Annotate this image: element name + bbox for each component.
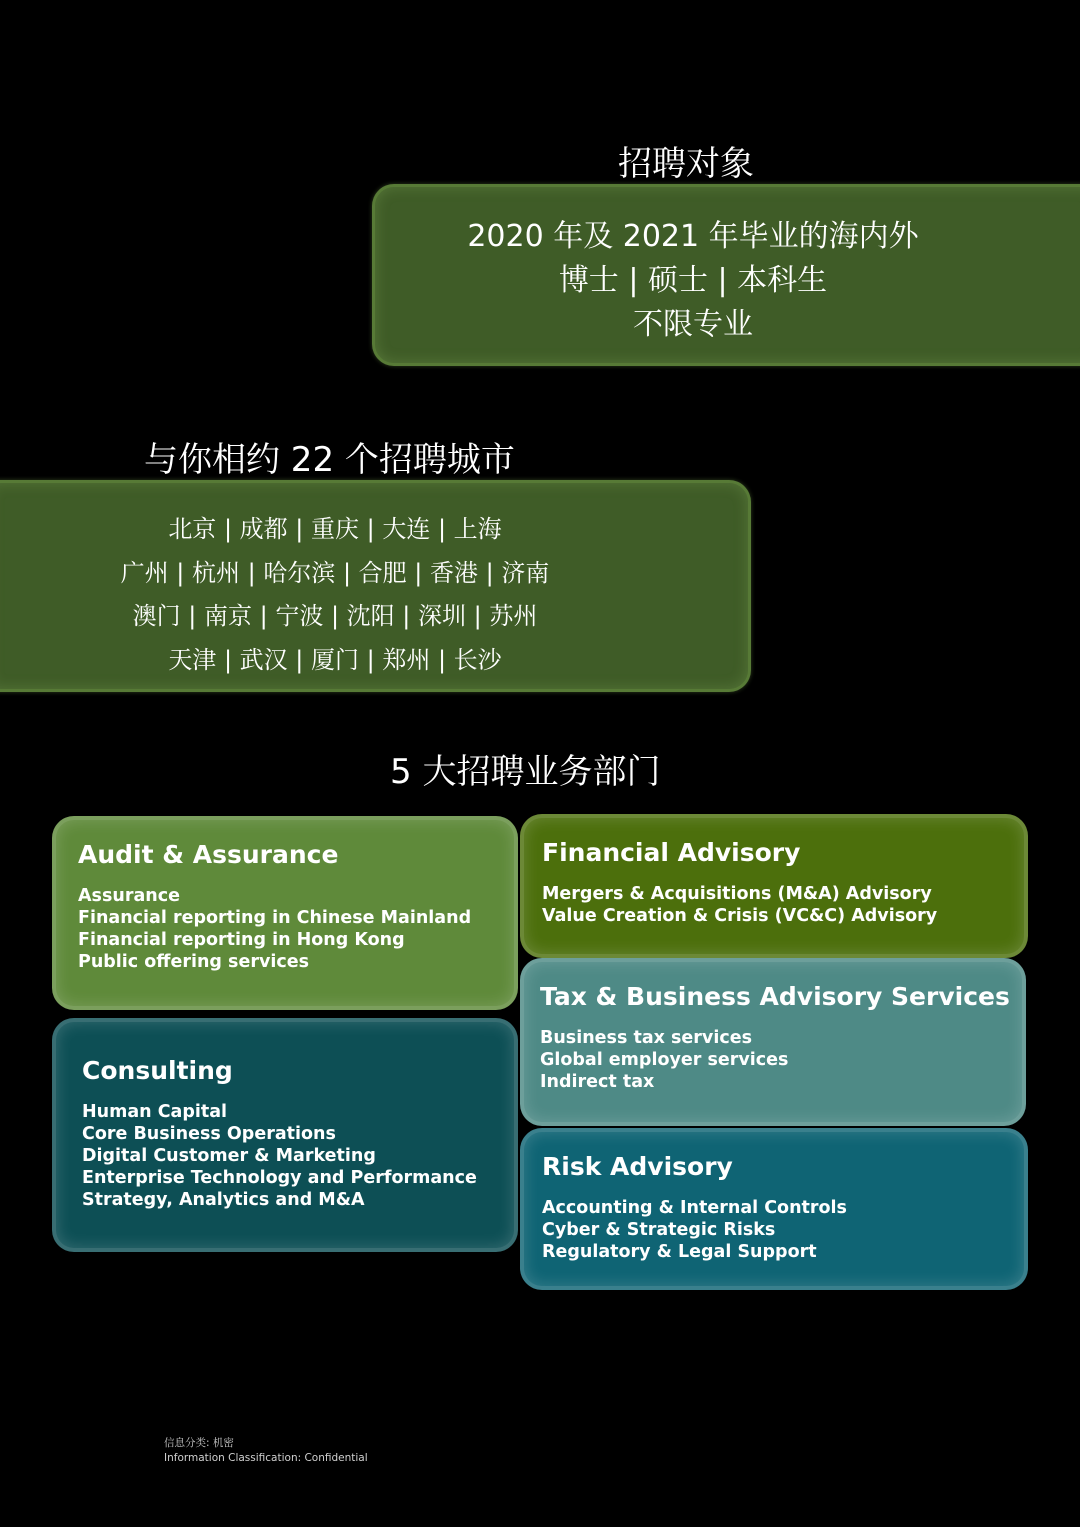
classification-zh: 信息分类: 机密 (164, 1437, 234, 1449)
dept-audit-item: Assurance (78, 886, 180, 906)
dept-consulting-item: Core Business Operations (82, 1124, 336, 1144)
dept-financial-items (542, 883, 1024, 927)
target-line-3: 不限专业 (633, 307, 753, 342)
target-heading: 招聘对象 (618, 144, 754, 184)
city-line-1: 北京 | 成都 | 重庆 | 大连 | 上海 (168, 515, 502, 543)
dept-tax-title: Tax & Business Advisory Services (540, 982, 1010, 1011)
classification-footer (164, 1436, 368, 1466)
city-line-3: 澳门 | 南京 | 宁波 | 沈阳 | 深圳 | 苏州 (132, 602, 538, 630)
departments-heading: 5 大招聘业务部门 (390, 752, 661, 792)
dept-tax-item: Indirect tax (540, 1072, 655, 1092)
classification-en: Information Classification: Confidential (164, 1452, 368, 1464)
dept-risk-item: Accounting & Internal Controls (542, 1198, 847, 1218)
dept-risk-item: Regulatory & Legal Support (542, 1242, 817, 1262)
dept-consulting-item: Digital Customer & Marketing (82, 1146, 376, 1166)
dept-risk-items (542, 1197, 1024, 1263)
dept-financial-title: Financial Advisory (542, 838, 801, 867)
dept-tax-items (540, 1027, 1022, 1093)
dept-consulting-item: Strategy, Analytics and M&A (82, 1190, 365, 1210)
dept-consulting-item: Enterprise Technology and Performance (82, 1168, 477, 1188)
dept-consulting (52, 1018, 518, 1252)
dept-tax-item: Global employer services (540, 1050, 789, 1070)
dept-audit-item: Public offering services (78, 952, 310, 972)
target-line-2: 博士 | 硕士 | 本科生 (558, 263, 828, 298)
dept-consulting-items (82, 1101, 514, 1211)
dept-audit-title: Audit & Assurance (78, 840, 339, 869)
dept-tax (520, 958, 1026, 1126)
dept-risk-title: Risk Advisory (542, 1152, 733, 1181)
cities-heading: 与你相约 22 个招聘城市 (144, 440, 515, 480)
dept-risk (520, 1128, 1028, 1290)
target-line-1: 2020 年及 2021 年毕业的海内外 (467, 219, 919, 254)
dept-risk-item: Cyber & Strategic Risks (542, 1220, 776, 1240)
target-box (372, 184, 1080, 366)
dept-tax-item: Business tax services (540, 1028, 752, 1048)
dept-consulting-title: Consulting (82, 1056, 233, 1085)
dept-audit (52, 816, 518, 1010)
dept-audit-items (78, 885, 514, 973)
city-line-2: 广州 | 杭州 | 哈尔滨 | 合肥 | 香港 | 济南 (120, 559, 550, 587)
dept-financial-item: Mergers & Acquisitions (M&A) Advisory (542, 884, 932, 904)
dept-financial-item: Value Creation & Crisis (VC&C) Advisory (542, 906, 938, 926)
dept-consulting-item: Human Capital (82, 1102, 228, 1122)
dept-audit-item: Financial reporting in Chinese Mainland (78, 908, 472, 928)
dept-audit-item: Financial reporting in Hong Kong (78, 930, 405, 950)
cities-box (0, 480, 751, 692)
city-line-4: 天津 | 武汉 | 厦门 | 郑州 | 长沙 (168, 646, 502, 674)
dept-financial (520, 814, 1028, 958)
